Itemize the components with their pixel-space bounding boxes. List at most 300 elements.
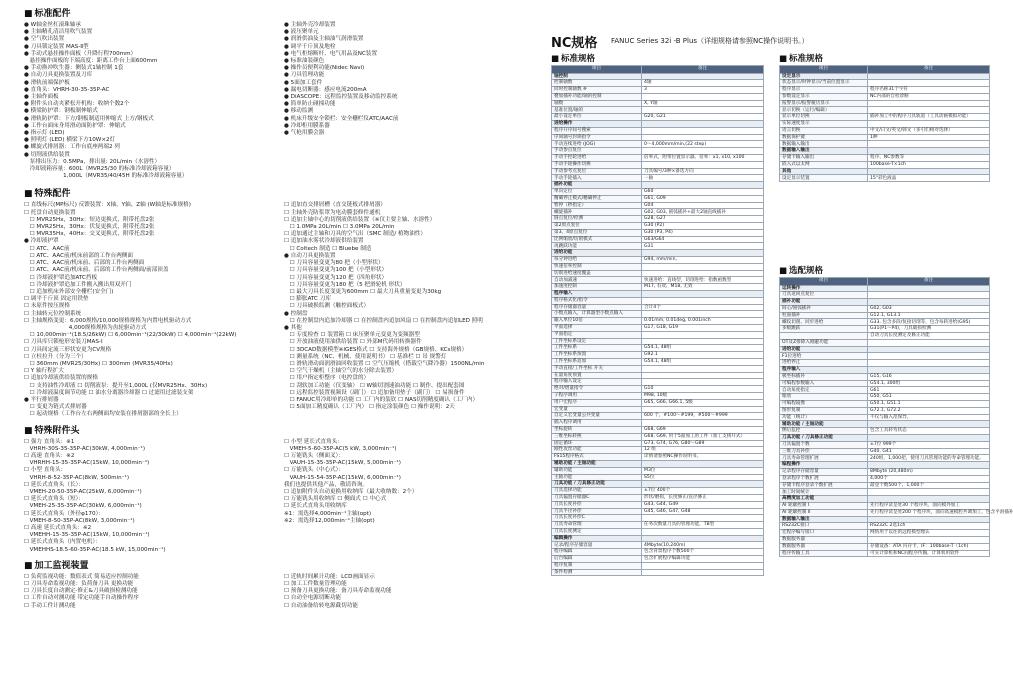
table-cell-spec: G50, G51	[868, 394, 990, 401]
table-cell-item: 绝对/增量指令	[552, 386, 642, 393]
table-cell-item: 平面指定	[552, 331, 642, 338]
table-cell-item: 记录程序存储容量	[780, 469, 868, 476]
list-item: ● 平行排屑器	[24, 396, 59, 403]
table-cell-spec	[642, 250, 764, 257]
list-item: ☐ 主轴外壳防浆罩为电动膜套修件通机	[284, 209, 381, 216]
table-cell-spec: 网络用于以往的远程模型理认	[868, 530, 990, 537]
table-cell-item: 程序输入	[780, 367, 868, 374]
list-item: ☐ 滑轨滑动面润滑油回收装置 ☐ 空气压缩机（搭载空气降冷器）1500NL/min	[284, 360, 485, 367]
table-cell-item: 插补功能	[552, 182, 642, 189]
table-cell-spec: M17, 有效、M18, 无效	[642, 284, 764, 291]
list-item: ☐ 万能铣头（中心式）：	[284, 467, 344, 474]
table-row	[780, 441, 990, 448]
list-item: ● 冷却柜用膜系器	[284, 122, 330, 129]
table-row	[552, 270, 764, 277]
table-row	[780, 543, 990, 550]
list-item: ☐ 1.0MPa 20L/min ☐ 3.0MPa 20L/min	[284, 224, 395, 231]
table-row	[552, 73, 764, 80]
table-row	[552, 454, 764, 461]
table-cell-item: 自动角度指定	[780, 387, 868, 394]
list-item: ☐ ATC、AAC前/机床前、后部的工作台两侧面/前部顶盖	[24, 267, 169, 274]
table-cell-spec	[642, 297, 764, 304]
standard-section	[24, 8, 524, 180]
table-row	[780, 530, 990, 537]
list-item: ☐ 测量系统（NC、机械、使用说明书） ☐ 基准栏 ☐ 吊 规警灯	[284, 353, 447, 360]
list-item: ☐ 延长式直角头（内置电机）：	[24, 539, 101, 546]
list-item: ● 移动监测	[284, 108, 314, 115]
nc-standard-table	[551, 65, 764, 576]
table-row	[780, 312, 990, 319]
table-cell-spec	[868, 299, 990, 306]
table-cell-item: 工件坐标系追加	[552, 358, 642, 365]
table-cell-item: FS15程序格式	[552, 454, 642, 461]
list-item: ☐ 立柱拉升（分为三个）	[24, 353, 87, 360]
table-cell-spec	[642, 406, 764, 413]
list-item: ● 滑轨前端保护板	[24, 79, 70, 86]
nc-header-item-3: 项目	[780, 278, 868, 286]
table-row	[780, 175, 990, 182]
table-cell-spec: G92.1	[642, 352, 764, 359]
table-row	[552, 263, 764, 270]
table-cell-item: 进给停止	[780, 360, 868, 367]
list-item: ☐ 冷却液温度调节功能 ☐ 油水分离器冷却器 ☐ 过滤用过滤装支架	[24, 389, 194, 396]
table-cell-spec: 1种	[868, 134, 990, 141]
table-cell-item: 第2原点复位	[552, 223, 642, 230]
list-item: ☐ 小型 直角头：	[24, 467, 67, 474]
table-row	[552, 80, 764, 87]
list-item: ● 附件头自动夹紧松开机构：收纳个数2个	[24, 101, 130, 108]
table-cell-item: RS232C接口	[780, 523, 868, 530]
table-row	[552, 508, 764, 515]
list-item: ● 直角头：VHRH-30-35-35P-AC	[24, 86, 110, 93]
table-row	[780, 407, 990, 414]
table-row	[552, 202, 764, 209]
nc-header-spec: 备注	[642, 66, 764, 74]
table-cell-spec: 可实计算机和NC间程序传输，计算机用软件	[868, 550, 990, 557]
table-cell-item: 切削进给速度覆盖	[552, 270, 642, 277]
list-item: ☐ 追加通过主轴和刀具的空气出（SMC 制造/ 植物油性）	[284, 231, 426, 238]
table-row	[552, 331, 764, 338]
accessory-col-2	[284, 439, 524, 554]
list-item: ☐ FANUC用冷却单的功能 ☐ 工厂内的装钦 ☐ NAS切削精度确认（工厂内）	[284, 396, 479, 403]
table-cell-spec	[868, 360, 990, 367]
list-item: ☐ 专度检查 ☐ 装置箱 ☐ 床压聚单元变更为变频器型	[284, 332, 420, 339]
nc-title: NC规格	[551, 36, 598, 51]
table-cell-spec	[868, 168, 990, 175]
table-row	[780, 93, 990, 100]
table-cell-spec	[642, 331, 764, 338]
table-row	[780, 475, 990, 482]
table-cell-spec: 详情请参照NC操作说明书。	[642, 454, 764, 461]
list-item: ● 其他	[284, 324, 302, 331]
table-row	[780, 339, 990, 346]
table-row	[780, 367, 990, 374]
table-row	[780, 141, 990, 148]
standard-col-1	[24, 22, 264, 180]
table-row	[780, 326, 990, 333]
table-cell-spec: 刀具编号/3种×备选方向	[642, 168, 764, 175]
table-row	[552, 127, 764, 134]
list-item: ☐ 小型 延长式直角头：	[284, 438, 343, 445]
table-cell-spec: G54.1, 48组	[642, 358, 764, 365]
table-cell-item: 显示切换（运行/编辑）	[780, 107, 868, 114]
table-cell-item: 刀具选择功能	[552, 488, 642, 495]
table-cell-item: 轴数	[552, 100, 642, 107]
table-row	[552, 406, 764, 413]
table-cell-item: 其他	[780, 168, 868, 175]
list-item: ☐ 刀具容量变更为80 把（小型形状）	[284, 260, 384, 267]
table-cell-spec: M3位	[642, 467, 764, 474]
list-item: ☐ 膨胀ATC 刀库	[284, 296, 331, 303]
list-item: VHRH-30S-35-35P-AC(30kW, 4,000min⁻¹)	[24, 445, 146, 452]
table-cell-spec	[642, 562, 764, 569]
table-row	[552, 168, 764, 175]
list-item: ☐ 加工工件数量管理功能	[284, 581, 347, 588]
table-cell-item: 工件坐标系设定	[552, 338, 642, 345]
table-cell-item: 控制轴数	[552, 80, 642, 87]
nc-header	[551, 30, 991, 52]
table-cell-item: 极坐标插补	[780, 373, 868, 380]
list-item: VAUH-15-54-35P-AC(15kW, 6,000min⁻¹)	[284, 474, 401, 481]
list-item: ☐ 追加直交排屑槽（直交链板式排屑器）	[284, 202, 386, 209]
table-cell-item: 程序传输工具	[780, 550, 868, 557]
table-cell-item: F1位进给	[780, 353, 868, 360]
table-row	[780, 448, 990, 455]
table-row	[552, 318, 764, 325]
table-cell-item: 进给功能	[780, 346, 868, 353]
table-cell-item: 刀具功能 / 刀具修正功能	[780, 435, 868, 442]
list-item: ☐ 延长式直角头（长）：	[24, 481, 84, 488]
table-row	[552, 284, 764, 291]
table-cell-spec	[642, 73, 764, 80]
table-row	[780, 161, 990, 168]
table-cell-spec: 先行程序读是处200 个程序块，面向高速模腔共调加工，包含平滑插补	[868, 509, 990, 516]
table-cell-spec	[642, 148, 764, 155]
table-row	[552, 562, 764, 569]
table-cell-spec	[642, 121, 764, 128]
table-cell-item: 自定义宏变量公共变量	[552, 413, 642, 420]
table-cell-spec: G68, G69, 用于5面加工的工件（加工支援开式）	[642, 433, 764, 440]
list-item: ☐ 延长式直角头（短）：	[24, 496, 84, 503]
table-cell-item: 手动手轮插入	[552, 175, 642, 182]
list-item: ● 润滑供油及主轴油气润滑装置	[284, 36, 364, 43]
table-row	[780, 462, 990, 469]
table-cell-item: 加速度控制	[552, 284, 642, 291]
list-item: ☐ 360mm (MVR25/30Hx) ☐ 300mm (MVR35/40Hx)	[24, 360, 173, 367]
list-item: 冷却液箱容量：600L（MVR25/30 的标准冷却液箱容量）	[24, 166, 175, 173]
table-cell-item: 刀具长度补偿	[552, 501, 642, 508]
list-item: ● 螺旋式排屑器：工作台底座两端2 列	[24, 144, 120, 151]
table-row	[552, 229, 764, 236]
table-row	[552, 467, 764, 474]
table-cell-item: 最小设定单位	[552, 114, 642, 121]
list-item: ● 控制盘	[284, 310, 308, 317]
table-row	[552, 386, 764, 393]
table-cell-item: 手动手轮操作切换	[552, 161, 642, 168]
list-item: ☐ 高速 直角头：※2	[24, 452, 75, 459]
table-cell-item: 刀具半径补偿	[552, 508, 642, 515]
table-row	[780, 435, 990, 442]
table-row	[780, 469, 990, 476]
table-cell-spec: G17, G18, G19	[642, 324, 764, 331]
table-cell-spec: 100base-T×1ch	[868, 161, 990, 168]
table-cell-spec: 倍率式，附带位置显示器。倍率：x1, x10, x100	[642, 155, 764, 162]
table-row	[780, 360, 990, 367]
table-row	[552, 277, 764, 284]
table-row	[780, 496, 990, 503]
table-row	[552, 148, 764, 155]
table-cell-item: 设定显示装置	[780, 175, 868, 182]
table-row	[780, 80, 990, 87]
list-item: ☐ 直线标尺(MP标尺) 反馈装置：X轴、Y轴、Z轴 (W轴是标准规格)	[24, 202, 191, 209]
table-cell-spec	[642, 528, 764, 535]
table-row	[780, 380, 990, 387]
table-row	[552, 155, 764, 162]
nc-header-spec-3: 备注	[868, 278, 990, 286]
table-row	[552, 535, 764, 542]
table-row	[552, 379, 764, 386]
table-cell-spec: G40, G41	[868, 448, 990, 455]
table-cell-item: 可编程镜像	[780, 401, 868, 408]
list-item: VMEHH-15-35-35P-AC(15kW, 10,000min⁻¹)	[24, 532, 150, 539]
list-item: ● 手动式悬挂操作面板（升降行程700mm）	[24, 50, 137, 57]
table-cell-item: 刀具偏置个数	[780, 441, 868, 448]
table-row	[780, 536, 990, 543]
table-cell-item: 缩放	[780, 394, 868, 401]
table-cell-item: 暂停（秒指定）	[552, 202, 642, 209]
table-row	[552, 413, 764, 420]
table-cell-spec: 存储设备：ATA 闪存卡，IF：100base-T（1ch)	[868, 543, 990, 550]
table-cell-item: 登录程序个数扩展	[780, 475, 868, 482]
table-cell-item: 程序输入设定	[552, 379, 642, 386]
table-cell-spec	[868, 100, 990, 107]
table-cell-spec: 包含背景程序个数500个	[642, 549, 764, 556]
table-row	[780, 100, 990, 107]
table-cell-item: 每分钟进给	[552, 257, 642, 264]
table-cell-item: OT及Z排除入刚避功能	[780, 339, 868, 346]
list-item: ☐ 高速 延长式直角头：※2	[24, 525, 92, 531]
table-row	[552, 216, 764, 223]
table-cell-item: 程序存储器容量	[552, 304, 642, 311]
list-item: ☐ 10,000min⁻¹(18.5/26kW) ☐ 6,000min⁻¹(22/30kW) ☐ 4,000min⁻¹(22kW)	[24, 332, 237, 339]
table-cell-item: 宏变量	[552, 406, 642, 413]
table-row	[552, 87, 764, 94]
list-item: ※2：需选择12,000min⁻¹主轴(opt)	[284, 517, 375, 524]
table-cell-spec	[642, 515, 764, 522]
table-cell-item: 轴控制	[552, 73, 642, 80]
table-cell-item: 刀具长度测定	[552, 528, 642, 535]
table-cell-spec: G30 (P3, P4)	[642, 229, 764, 236]
table-cell-spec	[642, 263, 764, 270]
table-cell-item: 记录/程序存储容量	[552, 542, 642, 549]
table-cell-item: 工件坐标系	[552, 345, 642, 352]
list-item: ☐ 自动全电源切断功能	[284, 595, 342, 602]
table-cell-item: 显示单位切换	[780, 114, 868, 121]
table-cell-spec	[642, 182, 764, 189]
table-cell-spec	[642, 270, 764, 277]
table-cell-item: 手动连续进给 (JOG)	[552, 141, 642, 148]
list-item: ● 漏电切断器：感应电流200mA	[284, 86, 367, 93]
table-cell-spec	[868, 121, 990, 128]
table-row	[552, 291, 764, 298]
table-row	[552, 209, 764, 216]
table-cell-spec: G02, G03, 圆弧插补+最大2轴直线插补	[642, 209, 764, 216]
table-row	[552, 250, 764, 257]
list-item: ☐ 刀具寿命监视功能：负荷备刀具 更换功能	[24, 581, 134, 588]
table-cell-spec: G02, G03	[868, 305, 990, 312]
table-cell-item: 再跳跃功能	[552, 243, 642, 250]
list-item: ● 刀具管理功能	[284, 72, 325, 79]
list-item: ☐ 刀具库只锁枪形安装刀MAS-Ⅰ	[24, 339, 103, 346]
table-cell-spec: G20, G21	[642, 114, 764, 121]
list-item: ● 气枪用膜会器	[284, 130, 325, 137]
table-cell-spec: 合计4个	[642, 304, 764, 311]
table-row	[780, 353, 990, 360]
table-cell-spec: 15"彩色液晶	[868, 175, 990, 182]
table-cell-item: 存储卡程序登录个数扩展	[780, 482, 868, 489]
list-item: ☐ 刀具容量变更为100 把（小型形状）	[284, 267, 388, 274]
table-cell-item: 刚性攻丝功能	[552, 447, 642, 454]
table-cell-spec	[642, 161, 764, 168]
table-cell-item: 图形复制	[780, 407, 868, 414]
table-cell-spec: 包含工具转弯状态	[868, 428, 990, 435]
nc-standard-title-2: ■ 标准规格	[779, 52, 823, 64]
table-row	[780, 134, 990, 141]
table-cell-spec: G72.1, G72.2	[868, 407, 990, 414]
nc-standard-table-2	[779, 65, 990, 182]
table-cell-spec	[642, 379, 764, 386]
table-row	[780, 394, 990, 401]
list-item: ☐ 延长式直角头（外径φ170）：	[24, 510, 104, 517]
monitor-col-2	[284, 574, 524, 610]
list-item: ● 工作台面床身用滑动面防护罩：伸缩式	[24, 122, 126, 129]
table-row	[780, 550, 990, 557]
table-row	[552, 195, 764, 202]
table-cell-spec: G63/G64	[642, 236, 764, 243]
list-item: ☐ 强力 直角头：※1	[24, 438, 75, 445]
table-cell-item: 插补功能	[780, 299, 868, 306]
table-cell-spec	[868, 346, 990, 353]
table-row	[552, 569, 764, 576]
list-item: ☐ 托盘自动更换装置	[24, 209, 76, 216]
table-row	[780, 421, 990, 428]
table-cell-spec: 不仅与输入范保异，	[868, 414, 990, 421]
table-cell-spec: G65, G66, G66.1, 5级	[642, 399, 764, 406]
special-section	[24, 188, 524, 418]
list-item: ● 主轴外壳冷却装置	[284, 22, 336, 28]
table-cell-spec: 0〜4,000mm/min,(22 step)	[642, 141, 764, 148]
list-item: ● 电气柜熔断杆、电气用品及NC装置	[284, 50, 378, 57]
list-item: ☐ 未原件按压规格	[24, 303, 70, 310]
table-cell-item: 刀具寿命管理扩展	[780, 455, 868, 462]
monitor-section	[24, 560, 524, 610]
list-item: ☐ 刀具破损监测（触控面板式）	[284, 303, 370, 310]
table-cell-spec: ±7位 999个	[868, 441, 990, 448]
table-cell-spec: 最登个数500个、1,000个	[868, 482, 990, 489]
list-item: ☐ 追加机床外部安全栅栏(安全门)	[24, 288, 114, 295]
table-cell-item: 快速倍率控制	[552, 263, 642, 270]
table-cell-spec: G31(P1〜P4)，刀具破损检测	[868, 326, 990, 333]
table-cell-item: 数据输入输出	[780, 516, 868, 523]
table-row	[552, 338, 764, 345]
list-item: ● 自动刀具更换装置	[284, 252, 336, 259]
table-cell-item: 数据输入输出	[780, 141, 868, 148]
table-cell-item: 程序格式化/指令	[552, 297, 642, 304]
list-item: ☐ 远程监控装置视频设（副门） ☐ 追加备用垫子（副门） ☐ 易损备件	[284, 389, 465, 396]
list-item: ☐ 延长式直角头用收纳库	[284, 503, 347, 510]
list-item: ☐ 主轴转元位控制系统	[24, 310, 82, 317]
table-cell-item: 嵌入式以太网	[780, 161, 868, 168]
table-cell-item: 设定显示	[780, 73, 868, 80]
table-row	[780, 107, 990, 114]
table-cell-item: 参数设定显示	[780, 93, 868, 100]
list-item: ● 照明灯 (LED) 横梁下方10W×2灯	[24, 137, 116, 144]
list-item: VMEH-25-35-35P-AC(30kW, 6,000min⁻¹)	[24, 503, 142, 510]
table-cell-item: 螺纹切削、同步进给	[780, 319, 868, 326]
standard-col-2	[284, 22, 524, 180]
table-cell-spec: 一轴	[642, 175, 764, 182]
nc-subtitle: FANUC Series 32i -B Plus（详细规格请参照NC操作说明书。）	[611, 37, 809, 45]
table-cell-item: 侧后监控	[780, 428, 868, 435]
table-cell-spec: 12 组	[642, 447, 764, 454]
table-cell-spec	[868, 107, 990, 114]
list-item: ※1：需选择4,000min⁻¹主轴(opt)	[284, 510, 372, 517]
table-row	[552, 121, 764, 128]
table-cell-item: 加工时间统计	[780, 489, 868, 496]
table-row	[780, 428, 990, 435]
table-row	[552, 352, 764, 359]
nc-header-spec-2: 备注	[868, 66, 990, 74]
list-item: ☐ 追加油水雾状冷却液供给装置	[284, 238, 364, 245]
table-cell-spec	[868, 421, 990, 428]
list-item: ● 滑轨防护罩：下方/钢板制适用伸缩式 上方/钢板式	[24, 115, 154, 122]
table-cell-item: 用户宏程序	[552, 399, 642, 406]
table-row	[552, 522, 764, 529]
list-item: ☐ Y 轴行程扩大	[24, 368, 64, 375]
nc-standard-title: ■ 标准规格	[551, 52, 595, 64]
table-cell-spec	[642, 311, 764, 318]
table-cell-item: 编辑操作	[552, 535, 642, 542]
table-row	[780, 455, 990, 462]
table-cell-spec	[642, 460, 764, 467]
table-cell-item: 刀具返回点复位	[780, 292, 868, 299]
nc-header-item: 项目	[552, 66, 642, 74]
list-item: ● 5面加工套件	[284, 79, 323, 86]
table-row	[552, 141, 764, 148]
table-cell-item: 程序编辑	[552, 549, 642, 556]
table-cell-spec	[868, 435, 990, 442]
table-cell-item: 三维刀具补偿	[780, 448, 868, 455]
table-row	[552, 134, 764, 141]
accessory-col-1	[24, 439, 264, 554]
table-row	[552, 372, 764, 379]
list-item: ● 机床升级安全锁栏：安全栅栏仪ATC/AAC前	[284, 115, 399, 122]
table-cell-spec	[868, 496, 990, 503]
table-cell-spec: 4Mbyte(10,240m)	[642, 542, 764, 549]
list-item: ● 空气吹出装置	[24, 36, 65, 43]
table-cell-item: 输入单位10倍	[552, 318, 642, 325]
left-column	[24, 8, 524, 683]
table-cell-item: 程序输入	[552, 291, 642, 298]
nc-header-item-2: 项目	[780, 66, 868, 74]
special-title: ■ 特殊配件	[24, 188, 524, 200]
list-item: ● 自动刀具更换装置及刀库	[24, 72, 93, 79]
table-cell-spec: G04	[642, 202, 764, 209]
table-cell-spec	[868, 148, 990, 155]
table-cell-spec: 中文/日文/英文/韩文（多引们相对选择）	[868, 127, 990, 134]
list-item: VHRHH-15-35-35P-AC(15kW, 10,000min⁻¹)	[24, 460, 150, 467]
table-row	[552, 223, 764, 230]
